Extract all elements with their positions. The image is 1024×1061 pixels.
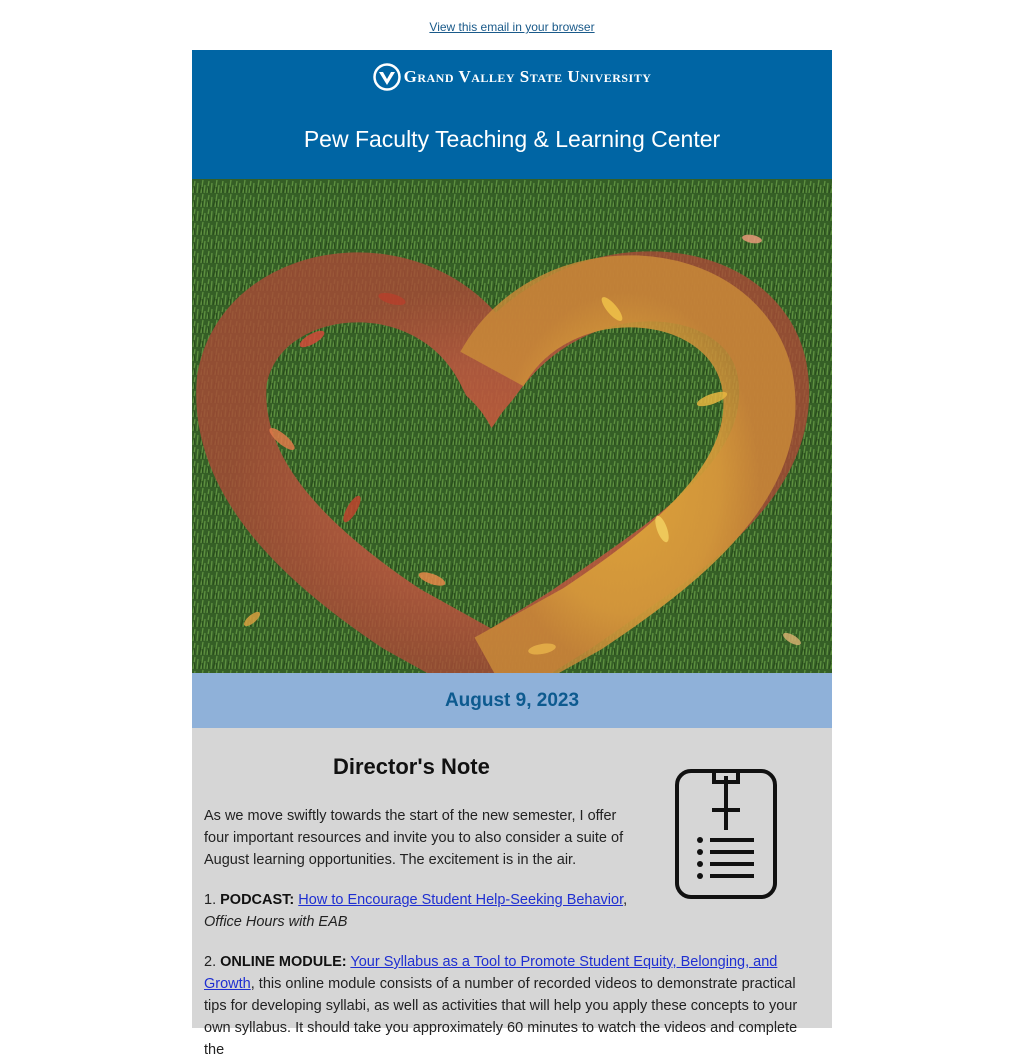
podcast-link[interactable]: How to Encourage Student Help-Seeking Behavior [298, 892, 624, 908]
item-label: PODCAST: [220, 892, 295, 908]
online-module-item [204, 951, 816, 1061]
preheader [0, 20, 1024, 34]
intro-paragraph: As we move swiftly towards the start of the new semester, I offer four important resources and invite you to also consider a suite of August learning opportunities. The excitement is in the air. [204, 808, 624, 868]
center-title: Pew Faculty Teaching & Learning Center [303, 126, 721, 152]
online-module-link[interactable]: Your Syllabus as a Tool to Promote Student Equity, Belonging, and Growth [204, 954, 778, 992]
email-body [192, 50, 832, 1058]
autumn-leaves-heart-image [192, 179, 832, 673]
clipboard-notes-icon [674, 768, 778, 905]
email-header [192, 50, 832, 179]
issue-date: August 9, 2023 [444, 689, 580, 711]
online-module-description: , this online module consists of a number of recorded videos to demonstrate practical tips for developing syllabi, as well as activities that will help you apply these concepts to your own syllabus. It should take you approximately 60 minutes to watch the videos and complete the [204, 976, 798, 1058]
directors-note-heading: Director's Note [333, 754, 490, 779]
item-number: 2. [204, 954, 217, 970]
podcast-source: Office Hours with EAB [204, 914, 348, 930]
view-in-browser-link[interactable]: View this email in your browser [429, 20, 595, 34]
gvsu-seal-icon [373, 63, 401, 91]
university-name: Grand Valley State University [403, 67, 652, 86]
gvsu-logo[interactable] [192, 63, 832, 91]
item-separator: , [623, 892, 628, 908]
item-label: ONLINE MODULE: [220, 954, 347, 970]
date-band [192, 673, 832, 728]
directors-note-section [192, 728, 832, 1058]
hero-image [192, 179, 832, 673]
item-number: 1. [204, 892, 217, 908]
podcast-item [204, 889, 644, 933]
